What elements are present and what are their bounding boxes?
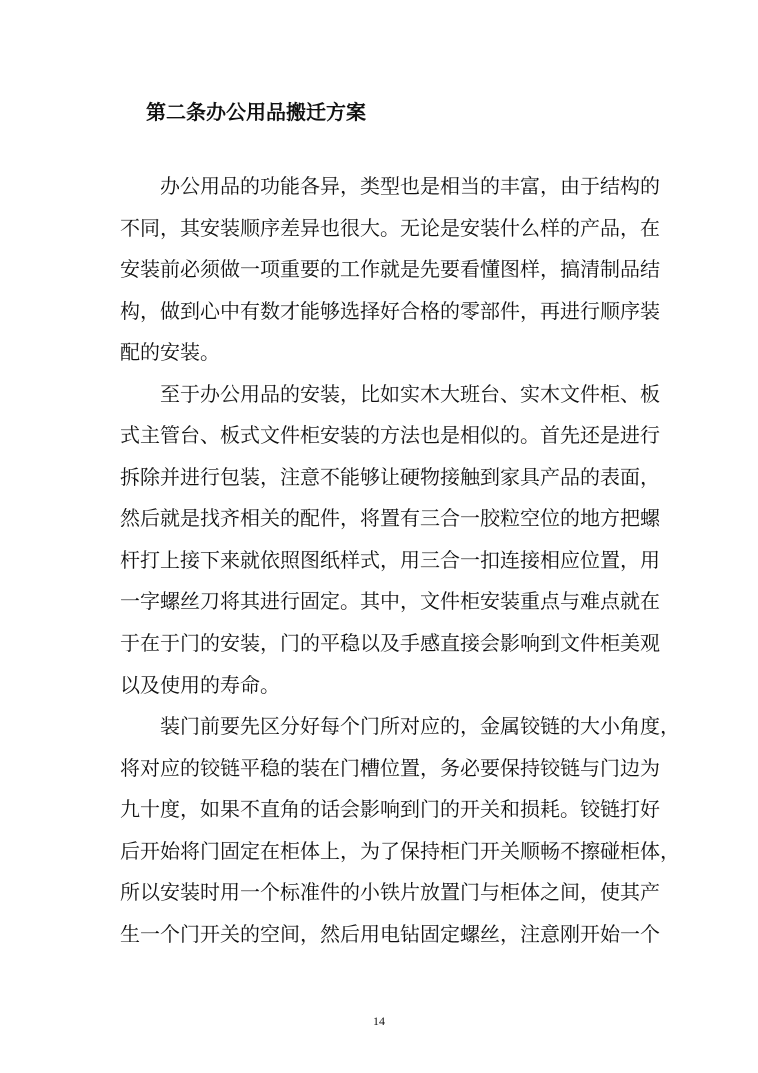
text-line: 九十度，如果不直角的话会影响到门的开关和损耗。铰链打好 [120,797,660,822]
text-line: 装门前要先区分好每个门所对应的，金属铰链的大小角度， [160,714,680,739]
body-text [120,166,680,955]
text-line: 然后就是找齐相关的配件，将置有三合一胶粒空位的地方把螺 [120,506,660,531]
text-line: 将对应的铰链平稳的装在门槽位置，务必要保持铰链与门边为 [120,755,660,780]
text-line: 构，做到心中有数才能够选择好合格的零部件，再进行顺序装 [120,298,660,323]
section-title: 第二条办公用品搬迁方案 [146,100,366,124]
text-line: 杆打上接下来就依照图纸样式，用三合一扣连接相应位置，用 [120,547,660,572]
text-line: 所以安装时用一个标准件的小铁片放置门与柜体之间，使其产 [120,880,660,905]
text-line: 不同，其安装顺序差异也很大。无论是安装什么样的产品，在 [120,215,660,240]
text-line: 以及使用的寿命。 [120,672,280,697]
text-line: 后开始将门固定在柜体上，为了保持柜门开关顺畅不擦碰柜体， [120,838,680,863]
text-line: 至于办公用品的安装，比如实木大班台、实木文件柜、板 [160,381,660,406]
text-line: 安装前必须做一项重要的工作就是先要看懂图样，搞清制品结 [120,257,660,282]
text-line: 配的安装。 [120,340,220,365]
text-line: 于在于门的安装，门的平稳以及手感直接会影响到文件柜美观 [120,631,660,656]
text-line: 生一个门开关的空间，然后用电钻固定螺丝，注意刚开始一个 [120,921,660,946]
page-number: 14 [373,1014,385,1028]
text-line: 式主管台、板式文件柜安装的方法也是相似的。首先还是进行 [120,423,660,448]
text-line: 办公用品的功能各异，类型也是相当的丰富，由于结构的 [160,174,660,198]
text-line: 一字螺丝刀将其进行固定。其中，文件柜安装重点与难点就在 [120,589,660,614]
text-line: 拆除并进行包装，注意不能够让硬物接触到家具产品的表面， [120,464,660,489]
